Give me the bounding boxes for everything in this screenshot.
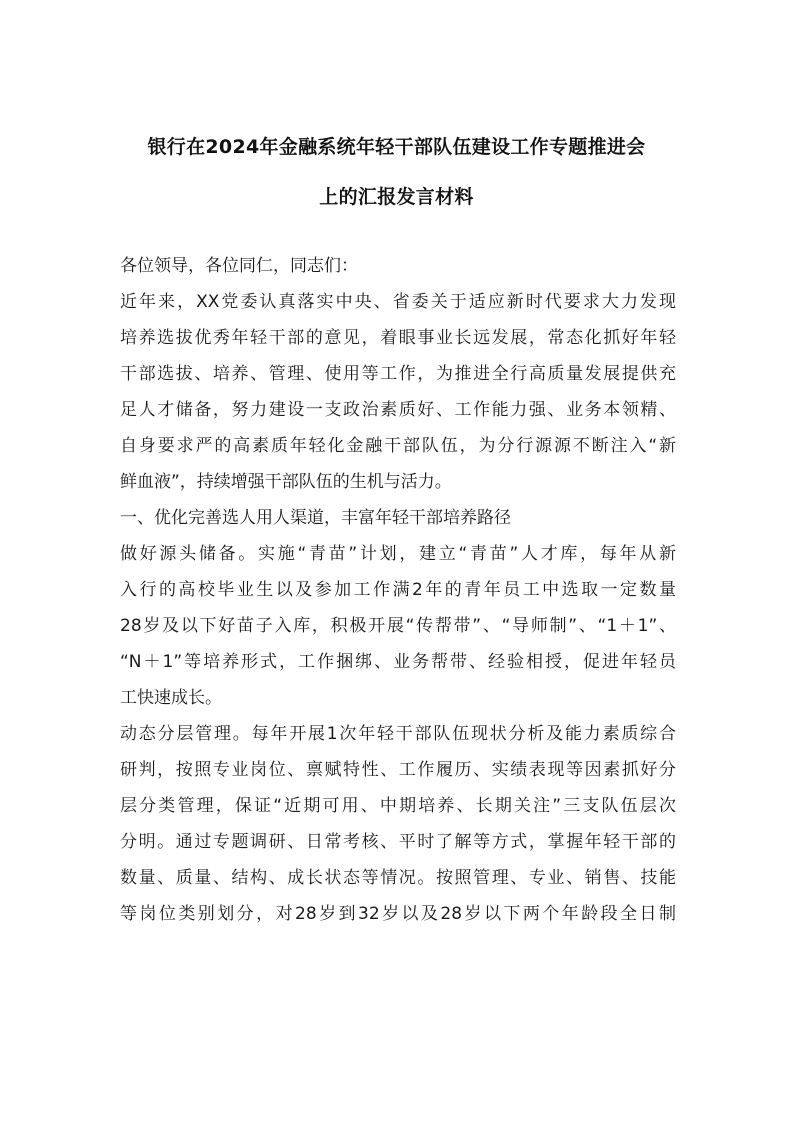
body-line: 层分类管理，保证“近期可用、中期培养、长期关注”三支队伍层次: [120, 796, 676, 816]
body-line: 干部选拔、培养、管理、使用等工作，为推进全行高质量发展提供充: [120, 364, 676, 384]
body-line: 足人才储备，努力建设一支政治素质好、工作能力强、业务本领精、: [120, 400, 676, 420]
body-line: 28岁及以下好苗子入库，积极开展“传帮带”、“导师制”、“1＋1”、: [120, 616, 676, 636]
body-line: 入行的高校毕业生以及参加工作满2年的青年员工中选取一定数量: [120, 580, 676, 600]
body-line: 自身要求严的高素质年轻化金融干部队伍，为分行源源不断注入“新: [120, 436, 676, 456]
body-line: 数量、质量、结构、成长状态等情况。按照管理、专业、销售、技能: [120, 868, 676, 888]
body-line: 做好源头储备。实施“青苗”计划，建立“青苗”人才库，每年从新: [120, 544, 676, 564]
body-line: 等岗位类别划分，对28岁到32岁以及28岁以下两个年龄段全日制: [120, 904, 676, 924]
body-line: 培养选拔优秀年轻干部的意见，着眼事业长远发展，常态化抓好年轻: [120, 328, 676, 348]
body-line: 研判，按照专业岗位、禀赋特性、工作履历、实绩表现等因素抓好分: [120, 760, 676, 780]
document-body: [120, 248, 676, 932]
body-line: 分明。通过专题调研、日常考核、平时了解等方式，掌握年轻干部的: [120, 832, 676, 852]
body-line: 各位领导，各位同仁，同志们：: [120, 256, 358, 276]
body-line: 近年来，XX党委认真落实中央、省委关于适应新时代要求大力发现: [120, 292, 676, 312]
document-title-line-2: 上的汇报发言材料: [319, 186, 474, 208]
document-title-line-1: 银行在2024年金融系统年轻干部队伍建设工作专题推进会: [147, 136, 646, 158]
body-line: 鲜血液”，持续增强干部队伍的生机与活力。: [120, 472, 452, 492]
body-line: 一、优化完善选人用人渠道，丰富年轻干部培养路径: [120, 508, 511, 528]
body-line: “N＋1”等培养形式，工作捆绑、业务帮带、经验相授，促进年轻员: [120, 652, 676, 672]
body-line: 动态分层管理。每年开展1次年轻干部队伍现状分析及能力素质综合: [120, 724, 676, 744]
body-line: 工快速成长。: [120, 688, 222, 708]
